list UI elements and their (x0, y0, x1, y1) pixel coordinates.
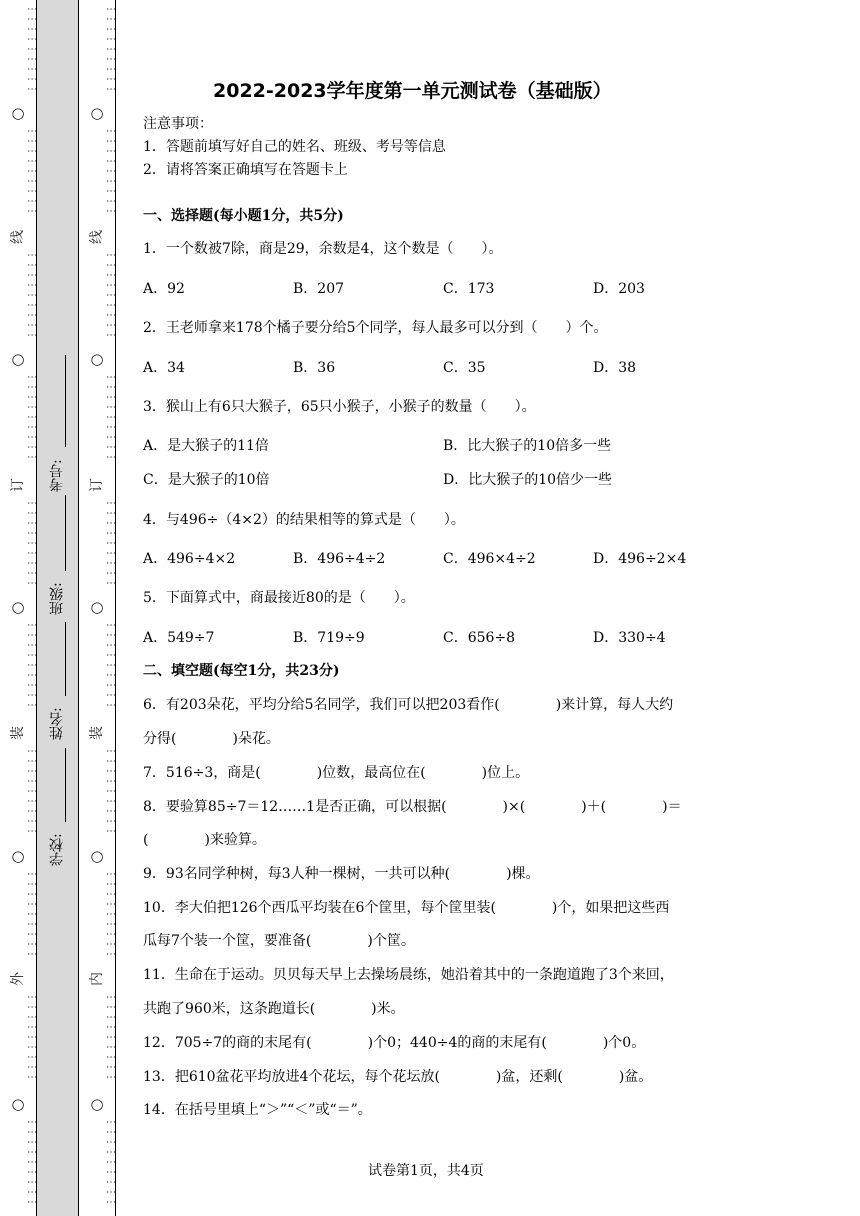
outer-cut-line: ⋮⋮⋮⋮⋮⋮⋮⋮⋮ ○ ⋮⋮⋮⋮⋮⋮⋮⋮⋮ 线 ⋮⋮⋮⋮⋮⋮⋮⋮⋮ ○ ⋮⋮⋮⋮⋮⋮⋮⋮⋮ 订 ⋮⋮⋮⋮⋮⋮⋮⋮⋮ ○ ⋮⋮⋮⋮⋮⋮⋮⋮⋮ 装 ⋮⋮⋮⋮⋮⋮⋮⋮⋮ ○ ⋮⋮⋮⋮⋮⋮⋮⋮⋮ 外 ⋮⋮⋮⋮⋮⋮⋮⋮⋮ ○ ⋮⋮⋮⋮⋮⋮⋮⋮⋮ (0, 0, 36, 1216)
question-11-line-1: 11．生命在于运动。贝贝每天早上去操场晨练，她沿着其中的一条跑道跑了3个来回， (143, 967, 674, 983)
question-2: 2．王老师拿来178个橘子要分给5个同学，每人最多可以分到（ ）个。 (143, 320, 608, 336)
class-label: 班级: (49, 582, 65, 615)
question-8-line-1: 8．要验算85÷7＝12……1是否正确，可以根据( )×( )＋( )＝ (143, 799, 682, 815)
page-title: 2022-2023学年度第一单元测试卷（基础版） (213, 80, 612, 102)
circle-mark: ○ (90, 104, 104, 122)
exam-no-field[interactable] (65, 355, 66, 447)
question-5: 5．下面算式中，商最接近80的是（ ）。 (143, 590, 415, 606)
inner-cut-line: ⋮⋮⋮⋮⋮⋮⋮⋮⋮ ○ ⋮⋮⋮⋮⋮⋮⋮⋮⋮ 线 ⋮⋮⋮⋮⋮⋮⋮⋮⋮ ○ ⋮⋮⋮⋮⋮⋮⋮⋮⋮ 订 ⋮⋮⋮⋮⋮⋮⋮⋮⋮ ○ ⋮⋮⋮⋮⋮⋮⋮⋮⋮ 装 ⋮⋮⋮⋮⋮⋮⋮⋮⋮ ○ ⋮⋮⋮⋮⋮⋮⋮⋮⋮ 内 ⋮⋮⋮⋮⋮⋮⋮⋮⋮ ○ ⋮⋮⋮⋮⋮⋮⋮⋮⋮ (79, 0, 115, 1216)
question-3: 3．猴山上有6只大猴子，65只小猴子，小猴子的数量（ ）。 (143, 399, 536, 415)
question-9: 9．93名同学种树，每3人种一棵树，一共可以种( )棵。 (143, 866, 540, 882)
margin-word-line: 线 (10, 230, 26, 244)
question-14: 14．在括号里填上“＞”“＜”或“＝”。 (143, 1102, 372, 1118)
circle-mark: ○ (11, 1095, 25, 1113)
notice-title: 注意事项： (143, 116, 213, 132)
q5-option-a[interactable]: A．549÷7 (143, 630, 215, 646)
q4-option-b[interactable]: B．496÷4÷2 (293, 551, 386, 567)
q2-option-c[interactable]: C．35 (443, 360, 486, 376)
q3-option-d[interactable]: D．比大猴子的10倍少一些 (443, 472, 613, 488)
question-6-line-1: 6．有203朵花，平均分给5名同学，我们可以把203看作( )来计算，每人大约 (143, 697, 674, 713)
question-10-line-1: 10．李大伯把126个西瓜平均装在6个筐里，每个筐里装( )个，如果把这些西 (143, 900, 670, 916)
question-12: 12．705÷7的商的末尾有( )个0；440÷4的商的末尾有( )个0。 (143, 1035, 646, 1051)
q1-option-c[interactable]: C．173 (443, 281, 495, 297)
student-info-fields (37, 0, 78, 1216)
circle-mark: ○ (90, 1095, 104, 1113)
class-field[interactable] (65, 495, 66, 571)
margin-word-bind: 装 (89, 726, 105, 740)
margin-word-order: 订 (10, 478, 26, 492)
school-field[interactable] (65, 748, 66, 822)
question-7: 7．516÷3，商是( )位数，最高位在( )位上。 (143, 765, 530, 781)
circle-mark: ○ (11, 350, 25, 368)
circle-mark: ○ (90, 847, 104, 865)
q5-option-c[interactable]: C．656÷8 (443, 630, 516, 646)
circle-mark: ○ (11, 847, 25, 865)
q4-option-a[interactable]: A．496÷4×2 (143, 551, 236, 567)
notice-item-1: 1．答题前填写好自己的姓名、班级、考号等信息 (143, 139, 446, 155)
circle-mark: ○ (90, 350, 104, 368)
page-footer: 试卷第1页，共4页 (368, 1163, 484, 1179)
q4-option-c[interactable]: C．496×4÷2 (443, 551, 536, 567)
circle-mark: ○ (11, 598, 25, 616)
q2-option-b[interactable]: B．36 (293, 360, 336, 376)
q4-option-d[interactable]: D．496÷2×4 (593, 551, 687, 567)
margin-word-inside: 内 (89, 972, 105, 986)
question-10-line-2: 瓜每7个装一个筐，要准备( )个筐。 (143, 933, 415, 949)
q1-option-a[interactable]: A．92 (143, 281, 185, 297)
circle-mark: ○ (90, 598, 104, 616)
school-label: 学校: (49, 833, 65, 866)
q1-option-d[interactable]: D．203 (593, 281, 645, 297)
q3-option-c[interactable]: C．是大猴子的10倍 (143, 472, 270, 488)
question-4: 4．与496÷（4×2）的结果相等的算式是（ ）。 (143, 512, 465, 528)
section-title-choice: 一、选择题(每小题1分，共5分) (143, 208, 344, 224)
q3-option-b[interactable]: B．比大猴子的10倍多一些 (443, 438, 612, 454)
question-6-line-2: 分得( )朵花。 (143, 731, 280, 747)
question-1: 1．一个数被7除，商是29，余数是4，这个数是（ ）。 (143, 241, 503, 257)
margin-word-order: 订 (89, 478, 105, 492)
question-8-line-2: ( )来验算。 (143, 832, 266, 848)
question-13: 13．把610盆花平均放进4个花坛，每个花坛放( )盆，还剩( )盆。 (143, 1069, 653, 1085)
exam-no-label: 考号: (49, 459, 65, 492)
name-field[interactable] (65, 622, 66, 696)
q3-option-a[interactable]: A．是大猴子的11倍 (143, 438, 269, 454)
notice-item-2: 2．请将答案正确填写在答题卡上 (143, 162, 348, 178)
margin-word-outside: 外 (10, 972, 26, 986)
question-11-line-2: 共跑了960米，这条跑道长( )米。 (143, 1001, 405, 1017)
section-title-fill: 二、填空题(每空1分，共23分) (143, 663, 340, 679)
name-label: 姓名: (49, 707, 65, 740)
q5-option-b[interactable]: B．719÷9 (293, 630, 365, 646)
q2-option-d[interactable]: D．38 (593, 360, 637, 376)
q1-option-b[interactable]: B．207 (293, 281, 345, 297)
margin-word-line: 线 (89, 230, 105, 244)
circle-mark: ○ (11, 104, 25, 122)
q2-option-a[interactable]: A．34 (143, 360, 185, 376)
q5-option-d[interactable]: D．330÷4 (593, 630, 666, 646)
margin-word-bind: 装 (10, 726, 26, 740)
